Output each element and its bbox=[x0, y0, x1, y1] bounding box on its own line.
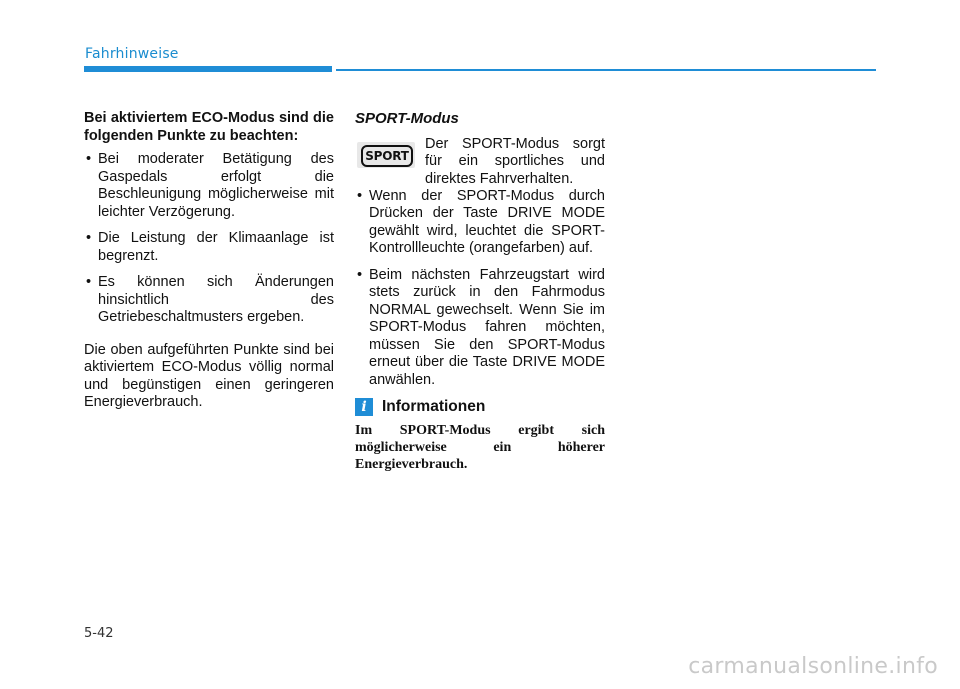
header-rule-thin bbox=[336, 69, 876, 71]
eco-intro: Bei aktiviertem ECO-Modus sind die folgenden Punkte zu beachten: bbox=[84, 110, 334, 144]
sport-indicator-block bbox=[355, 135, 605, 187]
left-column bbox=[84, 110, 334, 412]
eco-bullet-list bbox=[84, 151, 334, 327]
info-title: Informationen bbox=[382, 398, 486, 416]
sport-badge-label: SPORT bbox=[361, 145, 413, 167]
list-item: • Wenn der SPORT-Modus durch Drücken der Taste DRIVE MODE gewählt wird, leuchtet die SPORT-Kontrollleuchte (orangefarben) auf. bbox=[355, 188, 605, 258]
info-text: Im SPORT-Modus ergibt sich möglicherweise ein höherer Energieverbrauch. bbox=[355, 423, 605, 472]
right-column bbox=[355, 110, 605, 473]
watermark-text: carmanualsonline.info bbox=[688, 654, 938, 679]
sport-indicator-icon bbox=[357, 142, 415, 168]
info-header bbox=[355, 398, 605, 416]
info-icon: i bbox=[355, 398, 373, 416]
sport-bullet-list bbox=[355, 188, 605, 390]
header-rule-thick bbox=[84, 66, 332, 72]
list-item: • Beim nächsten Fahrzeugstart wird stets zurück in den Fahrmodus NORMAL gewechselt. Wenn Sie im SPORT-Modus fahren möchten, müssen Sie den SPORT-Modus erneut über die Taste DRIVE MODE anwählen. bbox=[355, 267, 605, 390]
page-number: 5-42 bbox=[84, 626, 114, 641]
list-item: • Bei moderater Betätigung des Gaspedals erfolgt die Beschleunigung möglicherweise mit leichter Verzögerung. bbox=[84, 151, 334, 221]
sport-heading: SPORT-Modus bbox=[355, 110, 459, 127]
list-item: • Die Leistung der Klimaanlage ist begrenzt. bbox=[84, 230, 334, 265]
eco-paragraph: Die oben aufgeführten Punkte sind bei aktiviertem ECO-Modus völlig normal und begünstigen einen geringeren Energieverbrauch. bbox=[84, 341, 334, 410]
list-item: • Es können sich Änderungen hinsichtlich des Getriebeschaltmusters ergeben. bbox=[84, 274, 334, 327]
sport-description: Der SPORT-Modus sorgt für ein sportliches und direktes Fahrverhalten. bbox=[425, 135, 605, 187]
section-title: Fahrhinweise bbox=[85, 46, 179, 62]
